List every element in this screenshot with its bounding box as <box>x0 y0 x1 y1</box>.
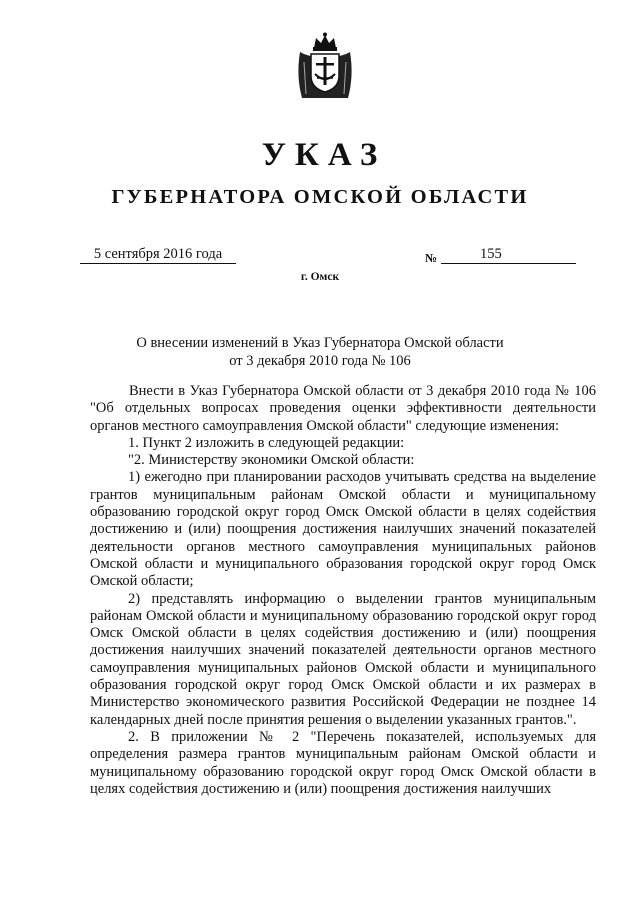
document-title: УКАЗ <box>261 137 387 173</box>
document-subtitle: ГУБЕРНАТОРА ОМСКОЙ ОБЛАСТИ <box>111 186 529 208</box>
number-label: № <box>425 251 438 265</box>
document-heading <box>0 334 640 370</box>
body-paragraph: 1) ежегодно при планировании расходов учитывать средства на выделение грантов муниципальным районам Омской области и муниципальному образованию городской округ город Омск Омской области в целях содействия достижению и (или) поощрения достижения наилучших значений показателей деятельности органов местного самоуправления муниципальных районов Омской области и муниципального образования городской округ город Омск Омской области; <box>90 469 596 590</box>
heading-line-2: от 3 декабря 2010 года № 106 <box>229 353 411 369</box>
omsk-coat-of-arms-icon <box>294 32 356 104</box>
body-paragraph: 2. В приложении № 2 "Перечень показателей, используемых для определения размера грантов муниципальным районам Омской области и муниципальному образованию городской округ город Омск Омской области в целях содействия достижению и (или) поощрения достижения наилучших <box>90 728 596 797</box>
document-number: 155 <box>441 245 576 264</box>
heading-line-1: О внесении изменений в Указ Губернатора Омской области <box>136 335 504 351</box>
body-paragraph: 2) представлять информацию о выделении грантов муниципальным районам Омской области и муниципальному образованию городской округ город Омск Омской области в целях содействия достижению и (или) поощрения достижения наилучших значений показателей деятельности органов местного самоуправления муниципальных районов Омской области и муниципального образования городской округ город Омск Омской области и их размерах в Министерство экономического развития Российской Федерации не позднее 14 календарных дней после принятия решения о выделении указанных грантов.". <box>90 590 596 728</box>
body-paragraph: 1. Пункт 2 изложить в следующей редакции: <box>128 434 405 451</box>
document-date: 5 сентября 2016 года <box>80 245 236 264</box>
document-city: г. Омск <box>300 271 340 283</box>
document-body <box>90 383 596 798</box>
body-paragraph: Внести в Указ Губернатора Омской области от 3 декабря 2010 года № 106 "Об отдельных вопросах проведения оценки эффективности деятельности органов местного самоуправления Омской области" следующие изменения: <box>90 383 596 434</box>
body-paragraph: "2. Министерству экономики Омской области: <box>128 452 415 469</box>
